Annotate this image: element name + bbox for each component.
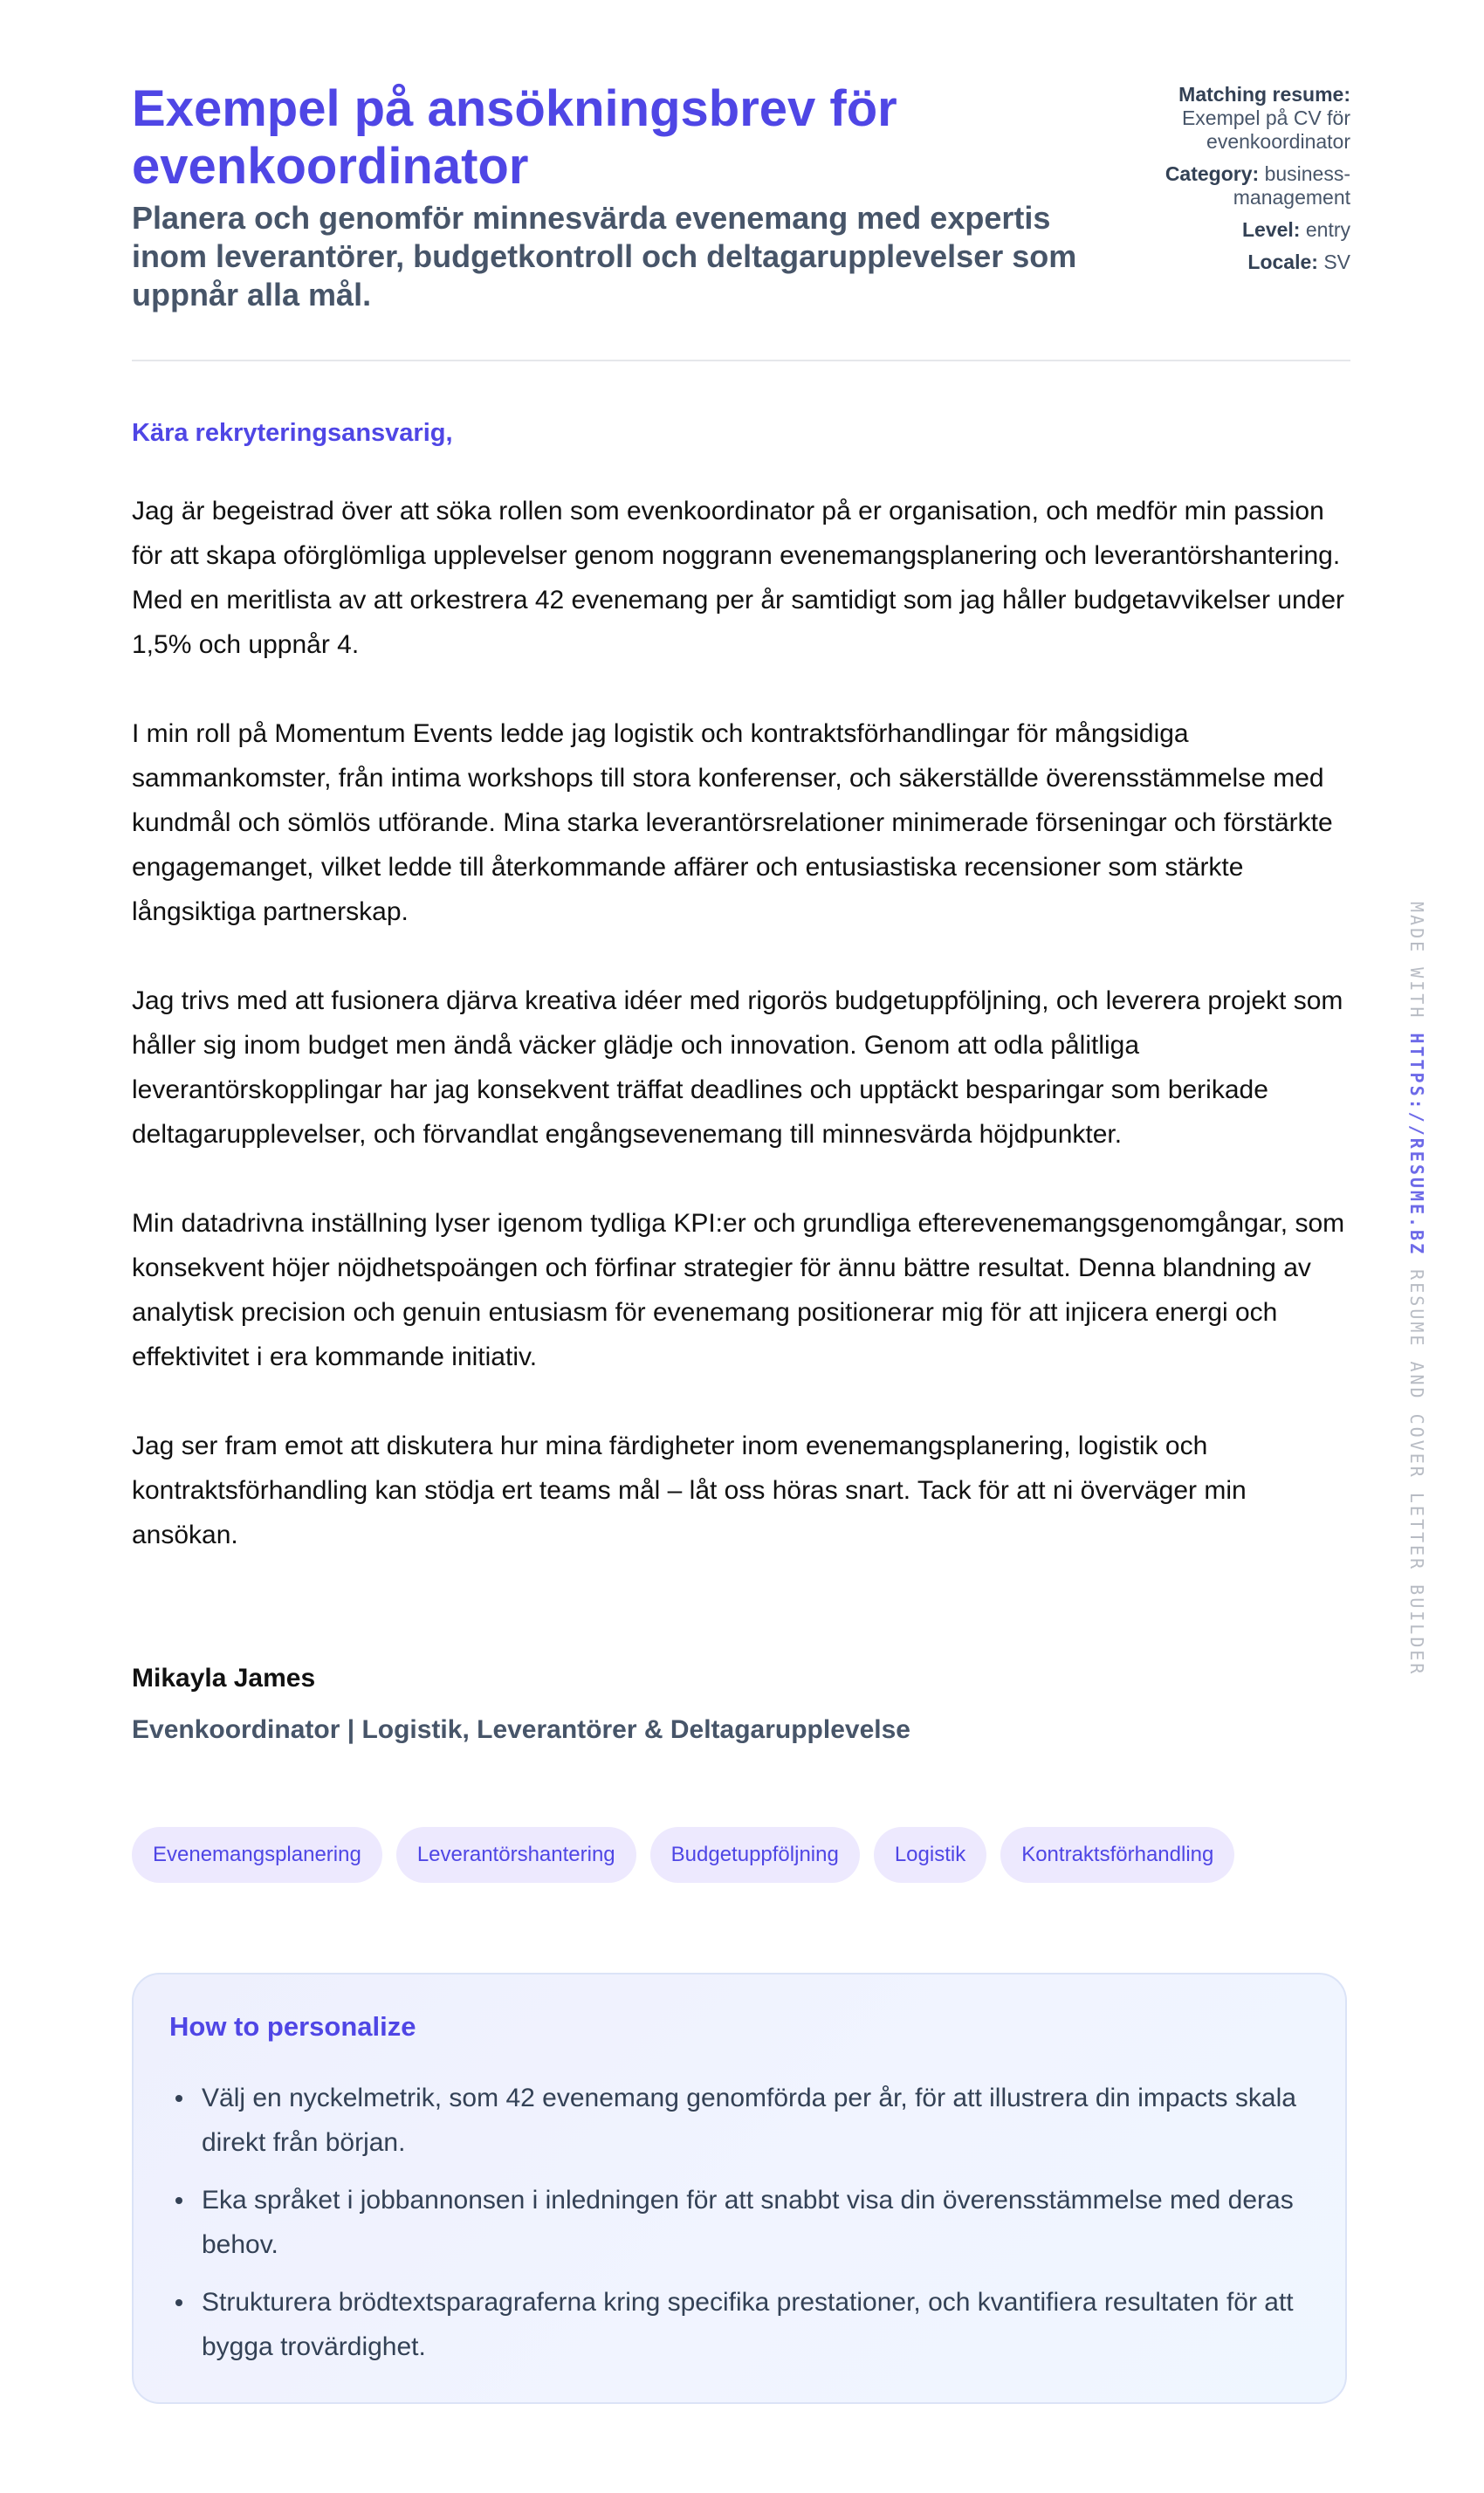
- meta-matching-value[interactable]: Exempel på CV för evenkoordinator: [1181, 106, 1350, 153]
- signature-title: Evenkoordinator | Logistik, Leverantörer & Deltagarupplevelse: [132, 1715, 910, 1744]
- tips-heading: How to personalize: [169, 2011, 416, 2042]
- letter-body: [132, 489, 1354, 1602]
- meta-category-value: business-management: [1233, 162, 1350, 209]
- signature-name: Mikayla James: [132, 1664, 316, 1693]
- meta-locale: [1123, 251, 1350, 274]
- watermark-prefix: MADE WITH: [1406, 902, 1427, 1020]
- watermark-suffix: RESUME AND COVER LETTER BUILDER: [1406, 1269, 1427, 1677]
- watermark-link[interactable]: HTTPS://RESUME.BZ: [1406, 1033, 1427, 1257]
- skill-tag[interactable]: Evenemangsplanering: [132, 1827, 382, 1883]
- page-subtitle: Planera och genomför minnesvärda evenemang med expertis inom leverantörer, budgetkontroll och deltagarupplevelser som uppnår alla mål.: [132, 200, 1077, 312]
- side-watermark-text: [1406, 902, 1427, 1676]
- letter-paragraph: I min roll på Momentum Events ledde jag logistik och kontraktsförhandlingar för mångsidiga sammankomster, från intima workshops till stora konferenser, och säkerställde överensstämmelse med kundmål och sömlös utförande. Mina starka leverantörsrelationer minimerade förseningar och förstärkte engagemanget, vilket ledde till återkommande affärer och entusiastiska recensioner som stärkte långsiktiga partnerskap.: [132, 719, 1333, 926]
- tips-list: [169, 2076, 1313, 2382]
- meta-level-value: entry: [1305, 218, 1350, 241]
- letter-paragraph: Jag trivs med att fusionera djärva kreativa idéer med rigorös budgetuppföljning, och leverera projekt som håller sig inom budget men ändå väcker glädje och innovation. Genom att odla pålitliga leverantörskopplingar har jag konsekvent träffat deadlines och upptäckt besparingar som berikade deltagarupplevelser, och förvandlat engångsevenemang till minnesvärda höjdpunkter.: [132, 986, 1343, 1149]
- page-header: [132, 0, 1350, 361]
- meta-matching-resume: [1123, 83, 1350, 154]
- tips-list-item: Eka språket i jobbannonsen i inledningen för att snabbt visa din överensstämmelse med deras behov.: [169, 2178, 1313, 2267]
- personalize-tips-box: [132, 1973, 1347, 2404]
- letter-paragraph: Jag ser fram emot att diskutera hur mina färdigheter inom evenemangsplanering, logistik och kontraktsförhandling kan stödja ert teams mål – låt oss höras snart. Tack för att ni överväger min ansökan.: [132, 1432, 1247, 1549]
- cover-letter-page: [132, 0, 1350, 2361]
- skill-tag[interactable]: Budgetuppföljning: [650, 1827, 860, 1883]
- meta-level-label: Level:: [1241, 218, 1301, 241]
- letter-paragraph: Min datadrivna inställning lyser igenom tydliga KPI:er och grundliga efterevenemangsgenomgångar, som konsekvent höjer nöjdhetspoängen och förfinar strategier för ännu bättre resultat. Denna blandning av analytisk precision och genuin entusiasm för evenemang positionerar mig för att injicera energi och effektivitet i era kommande initiativ.: [132, 1209, 1345, 1371]
- meta-locale-value: SV: [1323, 251, 1350, 273]
- skill-tag[interactable]: Kontraktsförhandling: [1000, 1827, 1234, 1883]
- meta-matching-label: Matching resume:: [1178, 83, 1350, 106]
- meta-locale-label: Locale:: [1247, 251, 1318, 273]
- side-watermark: [1405, 902, 1432, 1677]
- meta-category: [1123, 162, 1350, 209]
- meta-level: [1123, 218, 1350, 242]
- skill-tag[interactable]: Logistik: [874, 1827, 986, 1883]
- letter-paragraph: Jag är begeistrad över att söka rollen som evenkoordinator på er organisation, och medför min passion för att skapa oförglömliga upplevelser genom noggrann evenemangsplanering och leverantörshantering. Med en meritlista av att orkestrera 42 evenemang per år samtidigt som jag håller budgetavvikelser under 1,5% och uppnår 4.: [132, 497, 1345, 659]
- meta-panel: [1123, 83, 1350, 283]
- tips-list-item: Strukturera brödtextsparagraferna kring specifika prestationer, och kvantifiera resultaten för att bygga trovärdighet.: [169, 2280, 1313, 2369]
- tips-list-item: Välj en nyckelmetrik, som 42 evenemang genomförda per år, för att illustrera din impacts skala direkt från början.: [169, 2076, 1313, 2165]
- skill-tags: [132, 1827, 1234, 1883]
- skill-tag[interactable]: Leverantörshantering: [396, 1827, 636, 1883]
- page-title: Exempel på ansökningsbrev för evenkoordinator: [132, 80, 897, 195]
- letter-salutation: Kära rekryteringsansvarig,: [132, 419, 453, 447]
- meta-category-label: Category:: [1165, 162, 1260, 185]
